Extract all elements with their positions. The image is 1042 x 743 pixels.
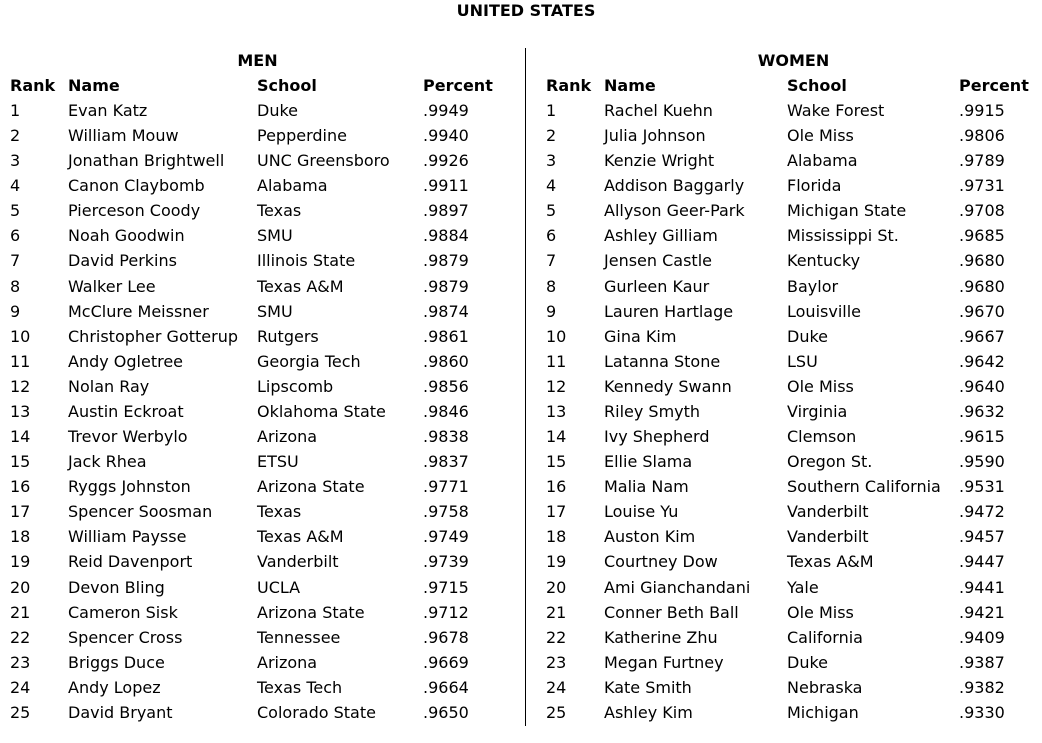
men-cell-name: Ryggs Johnston <box>68 477 191 497</box>
men-title: MEN <box>237 51 278 70</box>
men-cell-rank: 4 <box>10 176 21 196</box>
women-cell-school: Texas A&M <box>787 552 874 572</box>
women-cell-name: Conner Beth Ball <box>604 602 739 622</box>
women-cell-school: California <box>787 627 863 647</box>
men-cell-name: Pierceson Coody <box>68 201 201 221</box>
women-cell-rank: 5 <box>546 201 557 221</box>
men-cell-school: Colorado State <box>257 702 376 722</box>
men-cell-rank: 6 <box>10 226 21 246</box>
women-cell-school: Oregon St. <box>787 452 873 472</box>
women-cell-name: Kenzie Wright <box>604 151 715 171</box>
women-cell-rank: 3 <box>546 151 557 171</box>
men-cell-school: Georgia Tech <box>257 351 361 371</box>
women-table-row <box>546 151 1036 176</box>
men-cell-rank: 18 <box>10 527 31 547</box>
men-cell-percent: .9940 <box>423 126 469 146</box>
men-table-row <box>10 703 515 728</box>
men-cell-school: UNC Greensboro <box>257 151 390 171</box>
men-cell-name: Trevor Werbylo <box>68 427 188 447</box>
women-cell-school: Vanderbilt <box>787 527 869 547</box>
column-divider <box>525 48 526 726</box>
women-cell-school: Vanderbilt <box>787 502 869 522</box>
women-table-row <box>546 452 1036 477</box>
women-cell-name: Ashley Kim <box>604 702 693 722</box>
men-cell-rank: 11 <box>10 351 31 371</box>
women-cell-percent: .9708 <box>959 201 1005 221</box>
women-cell-school: Ole Miss <box>787 602 854 622</box>
men-header-rank: Rank <box>10 76 56 95</box>
men-cell-school: Texas A&M <box>257 276 344 296</box>
women-cell-name: Katherine Zhu <box>604 627 718 647</box>
men-cell-school: Arizona State <box>257 602 365 622</box>
women-cell-percent: .9789 <box>959 151 1005 171</box>
men-cell-name: Andy Lopez <box>68 677 161 697</box>
women-table-row <box>546 226 1036 251</box>
women-table-row <box>546 703 1036 728</box>
men-cell-school: Vanderbilt <box>257 552 339 572</box>
men-cell-name: William Paysse <box>68 527 187 547</box>
women-cell-rank: 11 <box>546 351 567 371</box>
women-cell-name: Ellie Slama <box>604 452 693 472</box>
men-table-row <box>10 653 515 678</box>
women-header-rank: Rank <box>546 76 592 95</box>
women-cell-school: Michigan <box>787 702 859 722</box>
women-cell-percent: .9670 <box>959 301 1005 321</box>
women-cell-rank: 21 <box>546 602 567 622</box>
women-cell-percent: .9387 <box>959 652 1005 672</box>
men-cell-percent: .9897 <box>423 201 469 221</box>
men-cell-percent: .9926 <box>423 151 469 171</box>
women-cell-rank: 13 <box>546 401 567 421</box>
men-table-row <box>10 126 515 151</box>
women-cell-school: Nebraska <box>787 677 863 697</box>
women-cell-name: Gurleen Kaur <box>604 276 710 296</box>
men-table-row <box>10 277 515 302</box>
men-cell-percent: .9838 <box>423 427 469 447</box>
men-cell-rank: 10 <box>10 326 31 346</box>
women-cell-name: Ivy Shepherd <box>604 427 710 447</box>
men-cell-school: Lipscomb <box>257 376 334 396</box>
men-cell-percent: .9739 <box>423 552 469 572</box>
men-cell-school: Arizona State <box>257 477 365 497</box>
men-cell-rank: 2 <box>10 126 21 146</box>
men-cell-percent: .9884 <box>423 226 469 246</box>
men-table-row <box>10 477 515 502</box>
women-cell-percent: .9531 <box>959 477 1005 497</box>
women-cell-rank: 22 <box>546 627 567 647</box>
men-cell-name: Devon Bling <box>68 577 165 597</box>
women-cell-percent: .9680 <box>959 251 1005 271</box>
women-cell-name: Courtney Dow <box>604 552 718 572</box>
women-cell-rank: 8 <box>546 276 557 296</box>
women-header-name: Name <box>604 76 656 95</box>
women-table-row <box>546 302 1036 327</box>
men-table-row <box>10 352 515 377</box>
men-cell-name: McClure Meissner <box>68 301 209 321</box>
women-cell-name: Lauren Hartlage <box>604 301 734 321</box>
men-cell-percent: .9650 <box>423 702 469 722</box>
men-table-row <box>10 151 515 176</box>
men-table-row <box>10 502 515 527</box>
women-cell-percent: .9472 <box>959 502 1005 522</box>
women-cell-percent: .9441 <box>959 577 1005 597</box>
men-cell-rank: 5 <box>10 201 21 221</box>
men-cell-name: Reid Davenport <box>68 552 193 572</box>
men-table-row <box>10 302 515 327</box>
women-cell-name: Megan Furtney <box>604 652 724 672</box>
men-cell-percent: .9861 <box>423 326 469 346</box>
women-cell-school: Yale <box>787 577 819 597</box>
women-table-row <box>546 402 1036 427</box>
men-cell-name: David Perkins <box>68 251 177 271</box>
women-cell-percent: .9447 <box>959 552 1005 572</box>
men-cell-percent: .9715 <box>423 577 469 597</box>
men-cell-school: Tennessee <box>257 627 341 647</box>
men-cell-rank: 9 <box>10 301 21 321</box>
men-cell-percent: .9669 <box>423 652 469 672</box>
women-cell-school: Duke <box>787 652 828 672</box>
men-table-row <box>10 101 515 126</box>
women-cell-rank: 9 <box>546 301 557 321</box>
women-table-row <box>546 477 1036 502</box>
men-cell-name: Spencer Soosman <box>68 502 213 522</box>
men-cell-percent: .9712 <box>423 602 469 622</box>
women-cell-school: Virginia <box>787 401 848 421</box>
women-cell-percent: .9421 <box>959 602 1005 622</box>
women-cell-percent: .9330 <box>959 702 1005 722</box>
men-cell-name: Spencer Cross <box>68 627 183 647</box>
men-cell-rank: 24 <box>10 677 31 697</box>
women-cell-rank: 15 <box>546 452 567 472</box>
men-table-row <box>10 327 515 352</box>
men-cell-school: Pepperdine <box>257 126 347 146</box>
women-cell-school: Southern California <box>787 477 941 497</box>
women-cell-percent: .9642 <box>959 351 1005 371</box>
women-cell-rank: 24 <box>546 677 567 697</box>
women-cell-rank: 12 <box>546 376 567 396</box>
women-cell-rank: 10 <box>546 326 567 346</box>
men-cell-rank: 16 <box>10 477 31 497</box>
men-cell-rank: 1 <box>10 101 21 120</box>
women-cell-school: Wake Forest <box>787 101 885 120</box>
men-cell-school: Rutgers <box>257 326 319 346</box>
women-cell-school: Clemson <box>787 427 857 447</box>
women-cell-rank: 7 <box>546 251 557 271</box>
women-cell-percent: .9685 <box>959 226 1005 246</box>
men-cell-school: Alabama <box>257 176 328 196</box>
women-header-percent: Percent <box>959 76 1029 95</box>
women-table-row <box>546 527 1036 552</box>
women-table-row <box>546 678 1036 703</box>
men-cell-name: Cameron Sisk <box>68 602 178 622</box>
men-cell-percent: .9846 <box>423 401 469 421</box>
women-cell-percent: .9457 <box>959 527 1005 547</box>
women-table-row <box>546 377 1036 402</box>
women-table-row <box>546 126 1036 151</box>
men-table-row <box>10 603 515 628</box>
men-cell-percent: .9911 <box>423 176 469 196</box>
men-cell-rank: 13 <box>10 401 31 421</box>
women-title: WOMEN <box>757 51 830 70</box>
women-cell-rank: 23 <box>546 652 567 672</box>
men-cell-rank: 23 <box>10 652 31 672</box>
men-cell-percent: .9664 <box>423 677 469 697</box>
women-cell-rank: 20 <box>546 577 567 597</box>
women-cell-percent: .9590 <box>959 452 1005 472</box>
men-cell-rank: 25 <box>10 702 31 722</box>
men-cell-name: Jack Rhea <box>68 452 147 472</box>
women-cell-school: Louisville <box>787 301 861 321</box>
women-cell-school: Kentucky <box>787 251 861 271</box>
men-table-row <box>10 226 515 251</box>
women-header-school: School <box>787 76 847 95</box>
men-table-row <box>10 452 515 477</box>
men-header-school: School <box>257 76 317 95</box>
men-cell-name: Jonathan Brightwell <box>68 151 225 171</box>
men-cell-rank: 15 <box>10 452 31 472</box>
men-cell-name: Nolan Ray <box>68 376 150 396</box>
women-cell-name: Ashley Gilliam <box>604 226 718 246</box>
men-cell-name: William Mouw <box>68 126 179 146</box>
women-cell-school: Mississippi St. <box>787 226 899 246</box>
men-cell-percent: .9678 <box>423 627 469 647</box>
women-cell-rank: 18 <box>546 527 567 547</box>
women-cell-percent: .9915 <box>959 101 1005 120</box>
men-cell-percent: .9856 <box>423 376 469 396</box>
men-cell-percent: .9758 <box>423 502 469 522</box>
women-cell-name: Julia Johnson <box>604 126 706 146</box>
men-table-row <box>10 402 515 427</box>
men-table-row <box>10 377 515 402</box>
men-cell-rank: 22 <box>10 627 31 647</box>
women-cell-name: Latanna Stone <box>604 351 721 371</box>
men-cell-school: Texas A&M <box>257 527 344 547</box>
men-cell-name: Christopher Gotterup <box>68 326 238 346</box>
men-cell-name: David Bryant <box>68 702 173 722</box>
women-cell-percent: .9731 <box>959 176 1005 196</box>
women-cell-rank: 2 <box>546 126 557 146</box>
men-cell-percent: .9749 <box>423 527 469 547</box>
women-cell-rank: 25 <box>546 702 567 722</box>
men-cell-percent: .9860 <box>423 351 469 371</box>
men-cell-rank: 7 <box>10 251 21 271</box>
women-cell-school: Michigan State <box>787 201 907 221</box>
men-table-row <box>10 251 515 276</box>
women-cell-rank: 14 <box>546 427 567 447</box>
women-cell-name: Ami Gianchandani <box>604 577 751 597</box>
men-cell-school: SMU <box>257 226 293 246</box>
women-table-row <box>546 251 1036 276</box>
men-cell-school: Texas <box>257 502 302 522</box>
women-cell-name: Allyson Geer-Park <box>604 201 745 221</box>
men-table-row <box>10 678 515 703</box>
men-cell-percent: .9949 <box>423 101 469 120</box>
men-cell-name: Canon Claybomb <box>68 176 205 196</box>
women-table-row <box>546 502 1036 527</box>
men-cell-percent: .9874 <box>423 301 469 321</box>
men-cell-rank: 19 <box>10 552 31 572</box>
women-cell-percent: .9615 <box>959 427 1005 447</box>
women-cell-percent: .9632 <box>959 401 1005 421</box>
women-table-row <box>546 176 1036 201</box>
women-cell-percent: .9806 <box>959 126 1005 146</box>
men-cell-school: Texas Tech <box>257 677 343 697</box>
men-cell-percent: .9879 <box>423 251 469 271</box>
women-table-row <box>546 628 1036 653</box>
men-cell-name: Noah Goodwin <box>68 226 185 246</box>
men-cell-name: Austin Eckroat <box>68 401 184 421</box>
men-cell-name: Evan Katz <box>68 101 148 120</box>
women-table-row <box>546 201 1036 226</box>
men-table-row <box>10 552 515 577</box>
men-cell-name: Andy Ogletree <box>68 351 184 371</box>
men-cell-rank: 3 <box>10 151 21 171</box>
women-cell-percent: .9382 <box>959 677 1005 697</box>
women-header-row <box>546 76 1036 101</box>
women-cell-percent: .9640 <box>959 376 1005 396</box>
men-cell-school: Oklahoma State <box>257 401 386 421</box>
men-cell-school: Texas <box>257 201 302 221</box>
men-cell-rank: 14 <box>10 427 31 447</box>
men-table-row <box>10 527 515 552</box>
men-cell-school: Arizona <box>257 652 318 672</box>
women-cell-name: Kate Smith <box>604 677 692 697</box>
women-table-row <box>546 352 1036 377</box>
men-cell-school: SMU <box>257 301 293 321</box>
men-cell-school: Duke <box>257 101 298 120</box>
women-cell-percent: .9667 <box>959 326 1005 346</box>
men-table-row <box>10 201 515 226</box>
women-cell-school: Alabama <box>787 151 858 171</box>
women-table-row <box>546 427 1036 452</box>
men-cell-school: Illinois State <box>257 251 356 271</box>
women-cell-name: Auston Kim <box>604 527 696 547</box>
men-cell-rank: 17 <box>10 502 31 522</box>
women-cell-name: Malia Nam <box>604 477 689 497</box>
women-cell-name: Kennedy Swann <box>604 376 732 396</box>
men-cell-school: Arizona <box>257 427 318 447</box>
women-cell-name: Riley Smyth <box>604 401 701 421</box>
men-cell-name: Walker Lee <box>68 276 156 296</box>
men-cell-percent: .9837 <box>423 452 469 472</box>
men-cell-school: ETSU <box>257 452 299 472</box>
men-cell-rank: 12 <box>10 376 31 396</box>
women-cell-school: Ole Miss <box>787 126 854 146</box>
men-header-percent: Percent <box>423 76 493 95</box>
women-cell-rank: 1 <box>546 101 557 120</box>
women-cell-school: Baylor <box>787 276 839 296</box>
men-table-row <box>10 427 515 452</box>
women-cell-school: Ole Miss <box>787 376 854 396</box>
men-header-row <box>10 76 515 101</box>
page-title: UNITED STATES <box>456 1 596 20</box>
men-header-name: Name <box>68 76 120 95</box>
women-table-row <box>546 277 1036 302</box>
women-cell-name: Addison Baggarly <box>604 176 745 196</box>
men-table-row <box>10 176 515 201</box>
women-cell-rank: 17 <box>546 502 567 522</box>
women-cell-school: LSU <box>787 351 818 371</box>
women-table-row <box>546 101 1036 126</box>
women-cell-rank: 6 <box>546 226 557 246</box>
women-cell-rank: 19 <box>546 552 567 572</box>
women-cell-percent: .9409 <box>959 627 1005 647</box>
men-table-row <box>10 578 515 603</box>
men-cell-school: UCLA <box>257 577 301 597</box>
women-cell-rank: 16 <box>546 477 567 497</box>
men-cell-name: Briggs Duce <box>68 652 165 672</box>
women-table-row <box>546 603 1036 628</box>
men-cell-percent: .9771 <box>423 477 469 497</box>
women-table-row <box>546 552 1036 577</box>
women-cell-rank: 4 <box>546 176 557 196</box>
men-table-row <box>10 628 515 653</box>
women-table-row <box>546 653 1036 678</box>
women-cell-name: Rachel Kuehn <box>604 101 713 120</box>
women-table-row <box>546 327 1036 352</box>
men-cell-percent: .9879 <box>423 276 469 296</box>
women-cell-school: Duke <box>787 326 828 346</box>
women-cell-name: Louise Yu <box>604 502 679 522</box>
men-cell-rank: 20 <box>10 577 31 597</box>
women-cell-name: Jensen Castle <box>604 251 712 271</box>
women-cell-percent: .9680 <box>959 276 1005 296</box>
women-cell-school: Florida <box>787 176 842 196</box>
women-cell-name: Gina Kim <box>604 326 677 346</box>
women-table-row <box>546 578 1036 603</box>
men-cell-rank: 8 <box>10 276 21 296</box>
men-cell-rank: 21 <box>10 602 31 622</box>
